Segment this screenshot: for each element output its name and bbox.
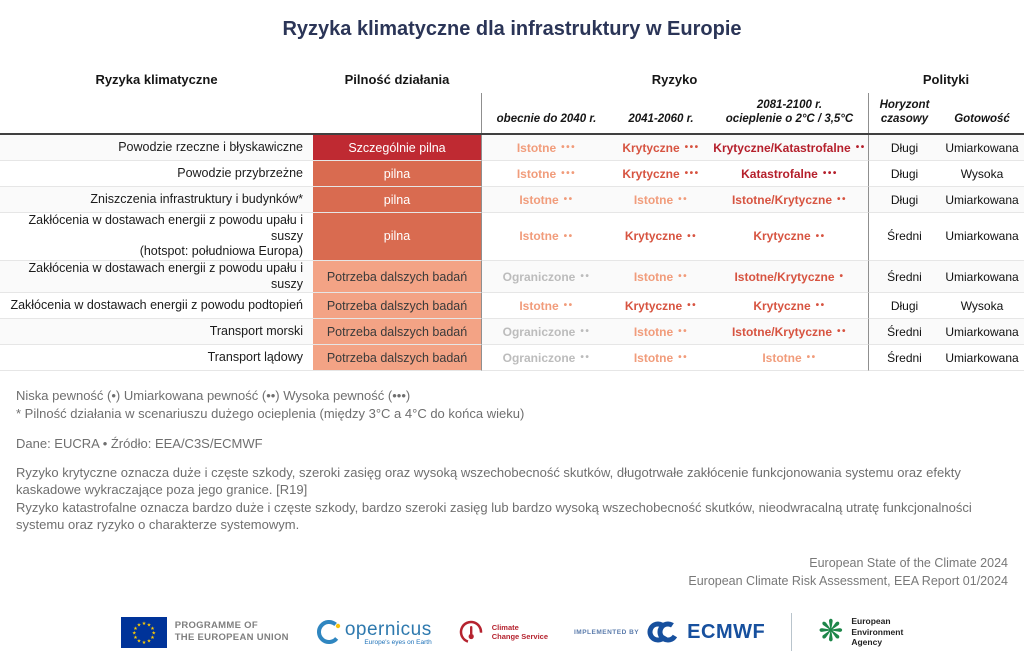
urgency-cell: Potrzeba dalszych badań [313,293,481,319]
urgency-cell: pilna [313,213,481,261]
urgency-cell: pilna [313,161,481,187]
svg-text:★: ★ [141,639,146,646]
confidence-dots: •• [563,300,574,312]
risk-cell-mid: Istotne •• [611,319,711,345]
policy-readiness: Umiarkowana [940,187,1024,213]
definition-catastrophic: Ryzyko katastrofalne oznacza bardzo duże i częste szkody, bardzo szeroki zasięg lub bardzo wysoką wszechobecność skutków, nieodwracalną utratę funkcjonalności systemu oraz ryzyko o charakterze systemowym. [16,499,972,532]
policy-readiness: Wysoka [940,293,1024,319]
table-row [0,213,1024,261]
risk-cell-now: Istotne ••• [481,135,611,161]
svg-text:★: ★ [151,630,156,636]
table-body [0,135,1024,371]
eu-programme-text: PROGRAMME OF THE EUROPEAN UNION [174,619,289,643]
risk-cell-late: Istotne/Krytyczne •• [711,319,868,345]
risk-cell-late: Krytyczne •• [711,293,868,319]
svg-text:★: ★ [149,625,155,632]
confidence-dots: •• [563,194,574,205]
risk-cell-mid: Istotne •• [611,187,711,213]
eea-text: European Environment Agency [851,616,904,648]
policy-horizon: Długi [868,187,940,213]
table-row [0,161,1024,187]
risk-cell-now: Istotne •• [481,213,611,261]
attribution-line2: European Climate Risk Assessment, EEA Report 01/2024 [688,574,1008,589]
risk-cell-late: Istotne •• [711,345,868,371]
risk-cell-now: Istotne •• [481,187,611,213]
confidence-dots: ••• [684,142,700,153]
confidence-dots: •• [580,352,591,364]
risk-name: Powodzie przybrzeżne [0,161,313,187]
risk-name: Transport lądowy [0,345,313,371]
footer-divider [791,613,792,651]
policy-horizon: Średni [868,213,940,261]
footer-logos [0,613,1024,651]
subheader-horizon: Horyzont czasowy [868,93,940,133]
attribution-line1: European State of the Climate 2024 [809,556,1008,570]
risk-cell-late: Istotne/Krytyczne •• [711,187,868,213]
risk-definitions [16,464,1008,533]
table-row [0,319,1024,345]
footnotes [16,387,1008,422]
copernicus-tagline: Europe's eyes on Earth [364,638,432,646]
table-row [0,135,1024,161]
col-header-urgency: Pilność działania [344,71,450,87]
confidence-dots: •• [563,230,574,242]
c3s-text: Climate Change Service [491,622,548,641]
subheader-now: obecnie do 2040 r. [481,93,611,133]
svg-text:★: ★ [136,638,141,645]
subheader-spacer [313,93,481,133]
confidence-dots: •• [687,300,698,312]
risk-cell-late: Istotne/Krytyczne • [711,261,868,293]
confidence-dots: •• [806,352,817,364]
risk-cell-mid: Krytyczne ••• [611,161,711,187]
urgency-cell: Szczególnie pilna [313,135,481,161]
svg-text:★: ★ [131,630,137,636]
definition-critical: Ryzyko krytyczne oznacza duże i częste szkody, szeroki zasięg oraz wysoką wszechobecność skutków, długotrwałe zakłócenie funkcjonowania systemu oraz efekty kaskadowe wykraczające poza jego granice. [R19] [16,465,961,498]
risk-cell-mid: Krytyczne •• [611,293,711,319]
risk-name: Zakłócenia w dostawach energii z powodu podtopień [0,293,313,319]
subheader-late: 2081-2100 r. ocieplenie o 2°C / 3,5°C [725,99,854,126]
data-source: Dane: EUCRA • Źródło: EEA/C3S/ECMWF [16,436,263,452]
policy-horizon: Długi [868,135,940,161]
policy-horizon: Długi [868,161,940,187]
confidence-dots: •• [687,230,698,242]
ecmwf-logo [574,621,765,644]
copernicus-logo [315,618,432,646]
confidence-dots: •• [580,326,591,338]
eu-programme-logo [121,617,289,648]
policy-horizon: Długi [868,293,940,319]
policy-horizon: Średni [868,261,940,293]
confidence-dots: ••• [561,142,577,153]
col-header-risk: Ryzyko [651,71,698,87]
urgency-cell: Potrzeba dalszych badań [313,319,481,345]
confidence-dots: •• [678,352,689,364]
eea-flower-icon: ❋ [818,615,844,648]
subheader-readiness: Gotowość [954,113,1010,126]
risk-cell-now: Ograniczone •• [481,345,611,371]
confidence-dots: • [839,271,845,282]
policy-horizon: Średni [868,319,940,345]
confidence-dots: •• [815,300,826,312]
confidence-dots: •• [580,271,591,282]
svg-text:★: ★ [141,620,146,627]
table-group-header-row [0,65,1024,93]
svg-text:★: ★ [146,621,151,628]
eu-flag-icon [121,617,167,648]
asterisk-note: * Pilność działania w scenariuszu dużego ocieplenia (między 3°C a 4°C do końca wieku) [16,405,525,421]
risk-cell-late: Katastrofalne ••• [711,161,868,187]
confidence-dots: •• [678,194,689,205]
risk-cell-mid: Krytyczne ••• [611,135,711,161]
policy-readiness: Umiarkowana [940,319,1024,345]
confidence-dots: •• [855,142,866,153]
col-header-policies: Polityki [922,71,970,87]
policy-readiness: Umiarkowana [940,213,1024,261]
svg-text:★: ★ [136,621,141,628]
climate-change-service-logo [458,619,548,645]
urgency-cell: pilna [313,187,481,213]
copernicus-wordmark: opernicus [344,618,432,640]
table-row [0,261,1024,293]
risk-cell-late: Krytyczne/Katastrofalne •• [711,135,868,161]
ecmwf-wordmark: ECMWF [687,620,766,643]
risk-name: Powodzie rzeczne i błyskawiczne [0,135,313,161]
subheader-spacer [0,93,313,133]
risk-name: Transport morski [0,319,313,345]
risk-cell-mid: Istotne •• [611,345,711,371]
table-row [0,345,1024,371]
urgency-cell: Potrzeba dalszych badań [313,261,481,293]
policy-readiness: Wysoka [940,161,1024,187]
page-title: Ryzyka klimatyczne dla infrastruktury w Europie [282,18,742,40]
subheader-mid: 2041-2060 r. [628,113,694,126]
confidence-dots: ••• [684,168,700,179]
confidence-dots: ••• [561,168,577,179]
urgency-cell: Potrzeba dalszych badań [313,345,481,371]
confidence-dots: •• [678,326,689,338]
svg-text:★: ★ [132,634,138,641]
confidence-legend: Niska pewność (•) Umiarkowana pewność (••) Wysoka pewność (•••) [16,388,411,404]
implemented-by-label: IMPLEMENTED BY [574,628,640,636]
confidence-dots: •• [837,326,848,338]
risk-name: Zakłócenia w dostawach energii z powodu upału i suszy [0,261,313,293]
c3s-icon [458,619,484,645]
attribution [688,554,1008,590]
risk-name: Zakłócenia w dostawach energii z powodu upału i suszy (hotspot: południowa Europa) [0,213,313,261]
policy-horizon: Średni [868,345,940,371]
table-row [0,293,1024,319]
policy-readiness: Umiarkowana [940,135,1024,161]
col-header-risks: Ryzyka klimatyczne [95,71,218,87]
risk-cell-mid: Krytyczne •• [611,213,711,261]
confidence-dots: •• [678,271,689,282]
policy-readiness: Umiarkowana [940,345,1024,371]
table-sub-header-row [0,93,1024,135]
confidence-dots: •• [815,230,826,242]
policy-readiness: Umiarkowana [940,261,1024,293]
risk-cell-now: Ograniczone •• [481,319,611,345]
risk-cell-mid: Istotne •• [611,261,711,293]
confidence-dots: •• [837,194,848,205]
risk-cell-now: Ograniczone •• [481,261,611,293]
risk-name: Zniszczenia infrastruktury i budynków* [0,187,313,213]
confidence-dots: ••• [822,168,838,179]
svg-text:★: ★ [149,634,155,641]
risk-cell-now: Istotne ••• [481,161,611,187]
copernicus-c-icon [315,618,343,646]
svg-text:★: ★ [146,638,151,645]
eea-logo [818,616,903,648]
risk-cell-now: Istotne •• [481,293,611,319]
table-row [0,187,1024,213]
svg-text:★: ★ [132,625,138,632]
risk-cell-late: Krytyczne •• [711,213,868,261]
ecmwf-icon [647,621,679,643]
